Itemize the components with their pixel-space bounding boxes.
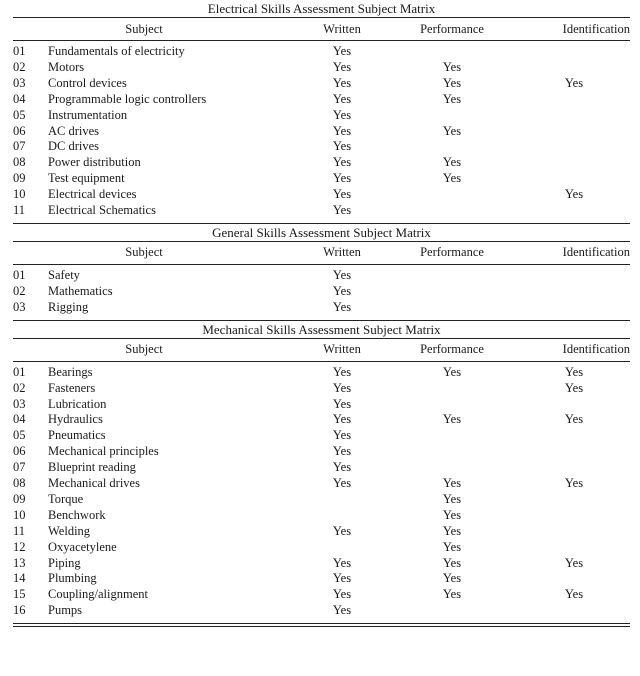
row-subject: AC drives	[48, 123, 100, 138]
row-identification	[518, 203, 630, 219]
row-subject: Plumbing	[48, 571, 97, 586]
table-row	[13, 524, 630, 540]
row-subject: Hydraulics	[48, 412, 103, 427]
row-performance: Yes	[442, 507, 462, 522]
header-written: Written	[298, 242, 386, 265]
row-subject: Blueprint reading	[48, 460, 136, 475]
row-subject: Power distribution	[48, 155, 141, 170]
row-identification	[518, 300, 630, 316]
row-number: 05	[13, 107, 26, 122]
row-written	[298, 508, 386, 524]
row-number: 01	[13, 364, 26, 379]
table-row	[13, 361, 630, 380]
general-rows	[13, 264, 630, 315]
row-performance: Yes	[442, 555, 462, 570]
row-written: Yes	[332, 267, 352, 282]
row-number: 06	[13, 444, 26, 459]
header-subject: Subject	[48, 18, 298, 41]
table-row	[13, 41, 630, 60]
row-subject: Safety	[48, 267, 80, 282]
row-number: 10	[13, 187, 26, 202]
row-subject: Control devices	[48, 75, 127, 90]
row-performance	[386, 460, 518, 476]
row-subject: Pumps	[48, 603, 83, 618]
table-row	[13, 155, 630, 171]
row-written: Yes	[332, 44, 352, 58]
row-performance: Yes	[442, 587, 462, 602]
row-performance: Yes	[442, 91, 462, 106]
row-subject: Bearings	[48, 364, 93, 379]
header-written: Written	[298, 339, 386, 362]
header-subject: Subject	[48, 339, 298, 362]
row-number: 05	[13, 428, 26, 443]
electrical-rows	[13, 41, 630, 219]
table-row	[13, 603, 630, 619]
row-number: 02	[13, 59, 26, 74]
row-number: 03	[13, 396, 26, 411]
row-identification	[518, 397, 630, 413]
row-subject: Mechanical drives	[48, 476, 140, 491]
row-performance	[386, 428, 518, 444]
row-number: 04	[13, 91, 26, 106]
header-number	[13, 339, 48, 362]
row-performance: Yes	[442, 171, 462, 186]
row-performance: Yes	[442, 155, 462, 170]
row-identification: Yes	[564, 75, 584, 90]
row-number: 02	[13, 380, 26, 395]
row-performance: Yes	[442, 75, 462, 90]
table-row	[13, 203, 630, 219]
row-number: 11	[13, 203, 26, 218]
table-row	[13, 92, 630, 108]
row-number: 09	[13, 171, 26, 186]
row-written: Yes	[332, 523, 352, 538]
row-number: 08	[13, 476, 26, 491]
row-written: Yes	[332, 139, 352, 154]
row-identification	[518, 460, 630, 476]
header-identification: Identification	[518, 242, 630, 265]
row-subject: Rigging	[48, 299, 89, 314]
mechanical-rows	[13, 361, 630, 619]
row-performance: Yes	[442, 412, 462, 427]
row-number: 06	[13, 123, 26, 138]
row-subject: Pneumatics	[48, 428, 106, 443]
header-written: Written	[298, 18, 386, 41]
table-row	[13, 300, 630, 316]
row-number: 12	[13, 539, 26, 554]
table-header-row	[13, 242, 630, 265]
table-header-row	[13, 339, 630, 362]
row-written: Yes	[332, 59, 352, 74]
row-subject: Torque	[48, 491, 84, 506]
row-written: Yes	[332, 380, 352, 395]
row-identification	[518, 264, 630, 283]
row-written: Yes	[332, 75, 352, 90]
row-subject: Lubrication	[48, 396, 107, 411]
row-performance	[386, 108, 518, 124]
row-performance: Yes	[442, 571, 462, 586]
row-performance	[386, 381, 518, 397]
row-identification: Yes	[564, 380, 584, 395]
row-written: Yes	[332, 123, 352, 138]
row-written: Yes	[332, 171, 352, 186]
table-row	[13, 381, 630, 397]
row-identification	[518, 139, 630, 155]
assessment-document	[13, 0, 630, 635]
row-subject: Fasteners	[48, 380, 96, 395]
row-written: Yes	[332, 203, 352, 218]
table-row	[13, 476, 630, 492]
row-number: 11	[13, 523, 26, 538]
row-written: Yes	[332, 444, 352, 459]
row-identification: Yes	[564, 412, 584, 427]
mechanical-matrix-table	[13, 339, 630, 620]
row-identification: Yes	[564, 364, 584, 379]
table-row	[13, 264, 630, 283]
header-performance: Performance	[386, 18, 518, 41]
row-subject: Coupling/alignment	[48, 587, 148, 602]
table-header-row	[13, 18, 630, 41]
table-row	[13, 571, 630, 587]
row-subject: Electrical devices	[48, 187, 137, 202]
header-number	[13, 242, 48, 265]
row-identification	[518, 571, 630, 587]
row-number: 04	[13, 412, 26, 427]
row-performance: Yes	[442, 59, 462, 74]
row-identification	[518, 524, 630, 540]
row-identification	[518, 492, 630, 508]
row-subject: Fundamentals of electricity	[48, 44, 185, 58]
row-identification	[518, 284, 630, 300]
row-written: Yes	[332, 396, 352, 411]
table-row	[13, 492, 630, 508]
row-identification	[518, 124, 630, 140]
row-identification	[518, 540, 630, 556]
row-written: Yes	[332, 187, 352, 202]
row-subject: Motors	[48, 59, 85, 74]
section-title-electrical: Electrical Skills Assessment Subject Matrix	[13, 0, 630, 18]
table-row	[13, 76, 630, 92]
row-performance	[386, 397, 518, 413]
table-row	[13, 444, 630, 460]
row-written: Yes	[332, 155, 352, 170]
row-performance: Yes	[442, 123, 462, 138]
row-performance: Yes	[442, 539, 462, 554]
header-identification: Identification	[518, 18, 630, 41]
row-subject: Oxyacetylene	[48, 539, 117, 554]
header-performance: Performance	[386, 339, 518, 362]
row-written: Yes	[332, 107, 352, 122]
section-title-general: General Skills Assessment Subject Matrix	[13, 223, 630, 242]
row-number: 01	[13, 267, 26, 282]
row-identification	[518, 155, 630, 171]
row-identification: Yes	[564, 187, 584, 202]
row-subject: DC drives	[48, 139, 100, 154]
row-number: 16	[13, 603, 26, 618]
row-number: 13	[13, 555, 26, 570]
cropped-caption	[13, 627, 630, 635]
table-row	[13, 587, 630, 603]
row-performance: Yes	[442, 364, 462, 379]
row-identification	[518, 41, 630, 60]
row-performance	[386, 284, 518, 300]
row-written	[298, 540, 386, 556]
row-performance	[386, 444, 518, 460]
row-written: Yes	[332, 428, 352, 443]
row-written: Yes	[332, 364, 352, 379]
row-subject: Instrumentation	[48, 107, 128, 122]
table-row	[13, 284, 630, 300]
row-written: Yes	[332, 555, 352, 570]
row-number: 03	[13, 299, 26, 314]
row-identification	[518, 508, 630, 524]
header-identification: Identification	[518, 339, 630, 362]
row-written: Yes	[332, 299, 352, 314]
row-performance	[386, 139, 518, 155]
row-performance	[386, 187, 518, 203]
row-identification	[518, 108, 630, 124]
section-title-mechanical: Mechanical Skills Assessment Subject Matrix	[13, 320, 630, 339]
row-performance	[386, 603, 518, 619]
row-number: 10	[13, 507, 26, 522]
row-subject: Mathematics	[48, 283, 113, 298]
row-written: Yes	[332, 571, 352, 586]
row-performance: Yes	[442, 523, 462, 538]
row-written: Yes	[332, 587, 352, 602]
general-matrix-table	[13, 242, 630, 316]
row-subject: Welding	[48, 523, 91, 538]
table-row	[13, 171, 630, 187]
row-identification: Yes	[564, 587, 584, 602]
header-subject: Subject	[48, 242, 298, 265]
row-subject: Benchwork	[48, 507, 106, 522]
row-performance: Yes	[442, 476, 462, 491]
row-number: 14	[13, 571, 26, 586]
row-number: 15	[13, 587, 26, 602]
row-performance	[386, 264, 518, 283]
electrical-matrix-table	[13, 18, 630, 219]
table-row	[13, 187, 630, 203]
row-identification	[518, 92, 630, 108]
row-number: 07	[13, 139, 26, 154]
row-subject: Test equipment	[48, 171, 125, 186]
row-performance: Yes	[442, 491, 462, 506]
row-identification: Yes	[564, 555, 584, 570]
row-identification	[518, 444, 630, 460]
row-written: Yes	[332, 91, 352, 106]
row-subject: Electrical Schematics	[48, 203, 156, 218]
row-written: Yes	[332, 603, 352, 618]
table-row	[13, 60, 630, 76]
table-row	[13, 397, 630, 413]
header-performance: Performance	[386, 242, 518, 265]
row-identification	[518, 171, 630, 187]
row-written	[298, 492, 386, 508]
row-number: 02	[13, 283, 26, 298]
table-row	[13, 428, 630, 444]
table-row	[13, 139, 630, 155]
row-subject: Mechanical principles	[48, 444, 159, 459]
row-number: 09	[13, 491, 26, 506]
table-row	[13, 556, 630, 572]
row-written: Yes	[332, 412, 352, 427]
row-identification	[518, 603, 630, 619]
header-number	[13, 18, 48, 41]
row-subject: Programmable logic controllers	[48, 91, 207, 106]
row-number: 07	[13, 460, 26, 475]
row-identification: Yes	[564, 476, 584, 491]
row-number: 01	[13, 44, 26, 58]
row-performance	[386, 300, 518, 316]
row-identification	[518, 60, 630, 76]
table-row	[13, 108, 630, 124]
row-written: Yes	[332, 460, 352, 475]
row-performance	[386, 203, 518, 219]
table-row	[13, 540, 630, 556]
row-number: 03	[13, 75, 26, 90]
row-written: Yes	[332, 283, 352, 298]
row-subject: Piping	[48, 555, 81, 570]
table-row	[13, 124, 630, 140]
row-number: 08	[13, 155, 26, 170]
row-identification	[518, 428, 630, 444]
table-row	[13, 460, 630, 476]
table-row	[13, 412, 630, 428]
row-performance	[386, 41, 518, 60]
table-row	[13, 508, 630, 524]
row-written: Yes	[332, 476, 352, 491]
